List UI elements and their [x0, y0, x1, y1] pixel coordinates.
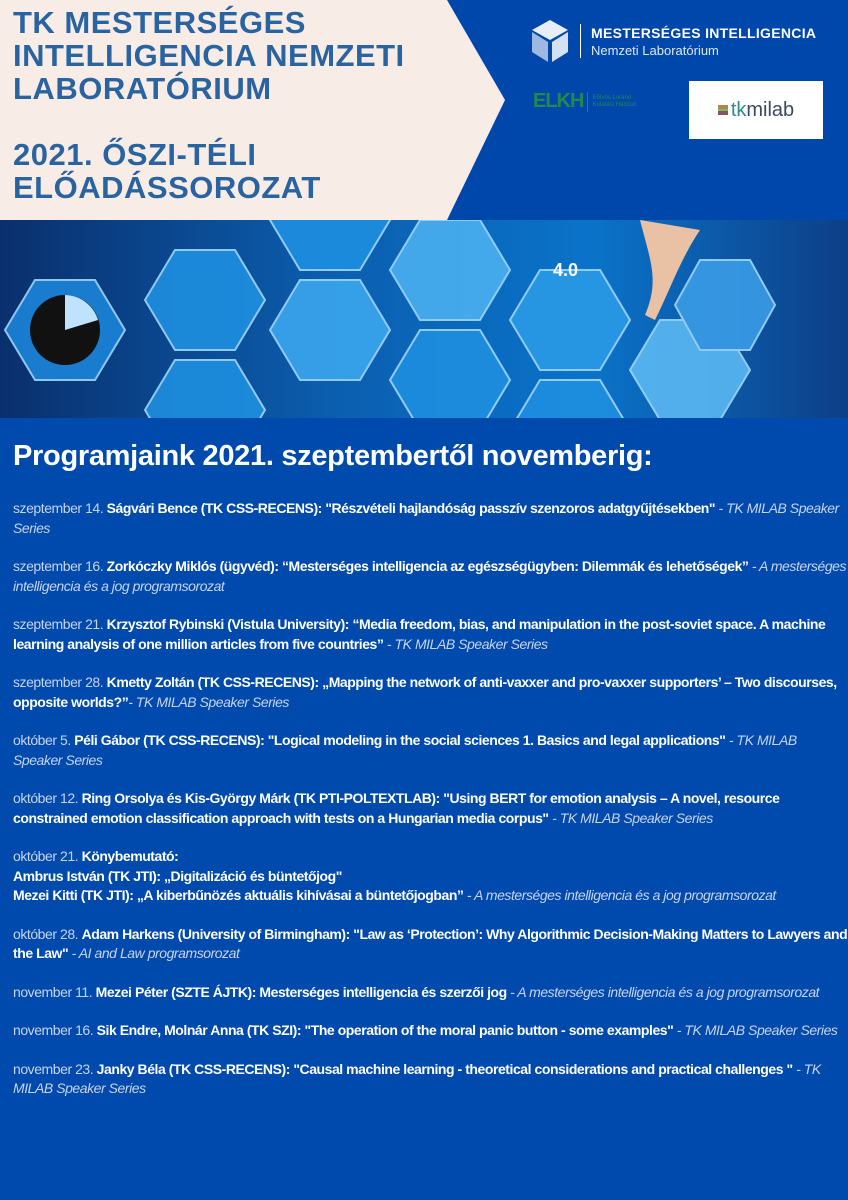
event-item [13, 499, 848, 538]
event-title: Janky Béla (TK CSS-RECENS): "Causal machine learning - theoretical considerations and practical challenges " [96, 1060, 793, 1077]
event-item [13, 983, 848, 1003]
event-date: szeptember 14. [13, 500, 104, 516]
event-title: Adam Harkens (University of Birmingham): "Law as ‘Protection’: Why Algorithmic Decision-Making Matters to Lawyers and the Law" [13, 925, 848, 961]
event-title: Kmetty Zoltán (TK CSS-RECENS): „Mapping the network of anti-vaxxer and pro-vaxxer supporters’ – Two discourses, opposite worlds?” [13, 674, 837, 710]
cube-logo-icon [528, 18, 572, 64]
banner-image [0, 220, 848, 418]
event-date: október 5. [13, 732, 71, 748]
elkh-divider [587, 92, 588, 112]
event-series: - TK MILAB Speaker Series [673, 1022, 838, 1038]
event-series: - TK MILAB Speaker Series [548, 809, 713, 826]
event-series: - TK MILAB Speaker Series [13, 1060, 821, 1096]
event-date: november 16. [13, 1022, 94, 1038]
event-series: - A mesterséges intelligencia és a jog programsorozat [13, 558, 847, 594]
pie-chart-icon [30, 295, 100, 365]
event-item [13, 557, 848, 596]
event-title: Mezei Péter (SZTE ÁJTK): Mesterséges intelligencia és szerzői jog [95, 983, 507, 1000]
subtitle-line: ELŐADÁSSOROZAT [13, 170, 321, 205]
event-series: - A mesterséges intelligencia és a jog programsorozat [506, 983, 820, 1000]
program-heading: Programjaink 2021. szeptembertől novemberig: [13, 440, 653, 472]
event-series: - AI and Law programsorozat [68, 945, 240, 961]
event-date: szeptember 16. [13, 558, 104, 574]
hexagon-graphic [0, 220, 848, 418]
event-title: Krzysztof Rybinski (Vistula University): “Media freedom, bias, and manipulation in the post-soviet space. A machine learning analysis of one million articles from five countries” [13, 616, 826, 652]
elkh-logo [533, 90, 636, 113]
event-date: november 11. [13, 983, 93, 1000]
event-date: november 23. [13, 1060, 94, 1077]
event-item [13, 1060, 848, 1099]
event-talk: Mezei Kitti (TK JTI): „A kiberbűnözés aktuális kihívásai a büntetőjogban” [13, 887, 464, 903]
event-title: Ring Orsolya és Kis-György Márk (TK PTI-POLTEXTLAB): "Using BERT for emotion analysis – A novel, resource constrained emotion classification approach with tests on a Hungarian media corpus" [13, 790, 780, 826]
event-talk: Ambrus István (TK JTI): „Digitalizáció és büntetőjog" [13, 867, 342, 884]
logo-divider [580, 24, 581, 58]
subtitle-line: 2021. ŐSZI-TÉLI [13, 137, 257, 172]
event-title: Ságvári Bence (TK CSS-RECENS): "Részvételi hajlandóság passzív szenzoros adatgyűjtésekben" [106, 500, 716, 516]
event-item [13, 925, 848, 964]
event-date: október 12. [13, 790, 79, 806]
event-date: szeptember 28. [13, 674, 104, 690]
tkmilab-tk: tk [730, 98, 747, 121]
mi-logo-title: MESTERSÉGES INTELLIGENCIA [591, 24, 817, 41]
event-series: - TK MILAB Speaker Series [13, 732, 797, 768]
tkmilab-bars-icon [718, 105, 728, 115]
event-title: Sik Endre, Molnár Anna (TK SZI): "The operation of the moral panic button - some examples" [96, 1022, 674, 1038]
event-date: október 28. [13, 925, 79, 942]
mi-lab-logo [528, 18, 816, 64]
event-item [13, 673, 848, 712]
elkh-line2: Kutatási Hálózat [592, 101, 637, 108]
title-line: TK MESTERSÉGES [13, 5, 306, 40]
event-date: október 21. [13, 848, 79, 864]
event-item [13, 615, 848, 654]
title-line: INTELLIGENCIA NEMZETI [13, 38, 405, 73]
poster-header [0, 0, 848, 220]
poster-title [13, 6, 405, 105]
mi-logo-subtitle: Nemzeti Laboratórium [591, 42, 719, 58]
event-list [13, 499, 848, 1118]
event-series: - TK MILAB Speaker Series [128, 693, 289, 710]
poster-subtitle [13, 138, 321, 204]
elkh-abbr: ELKH [533, 90, 584, 112]
industry-badge: 4.0 [553, 260, 579, 280]
tkmilab-logo [689, 81, 823, 139]
event-title: Péli Gábor (TK CSS-RECENS): "Logical modeling in the social sciences 1. Basics and legal applications" [74, 732, 726, 748]
event-item [13, 1021, 848, 1041]
event-series: - TK MILAB Speaker Series [13, 500, 839, 536]
event-series: - TK MILAB Speaker Series [383, 635, 548, 652]
event-date: szeptember 21. [13, 616, 104, 632]
event-title: Zorkóczky Miklós (ügyvéd): “Mesterséges intelligencia az egészségügyben: Dilemmák és lehetőségek” [106, 558, 749, 574]
event-series: - A mesterséges intelligencia és a jog programsorozat [463, 887, 776, 903]
event-item [13, 789, 848, 828]
tkmilab-milab: milab [746, 98, 795, 121]
event-item [13, 731, 848, 770]
event-title: Könybemutató: [81, 848, 179, 864]
title-line: LABORATÓRIUM [13, 71, 272, 106]
elkh-line1: Eötvös Loránd [592, 94, 632, 101]
event-item [13, 847, 848, 906]
